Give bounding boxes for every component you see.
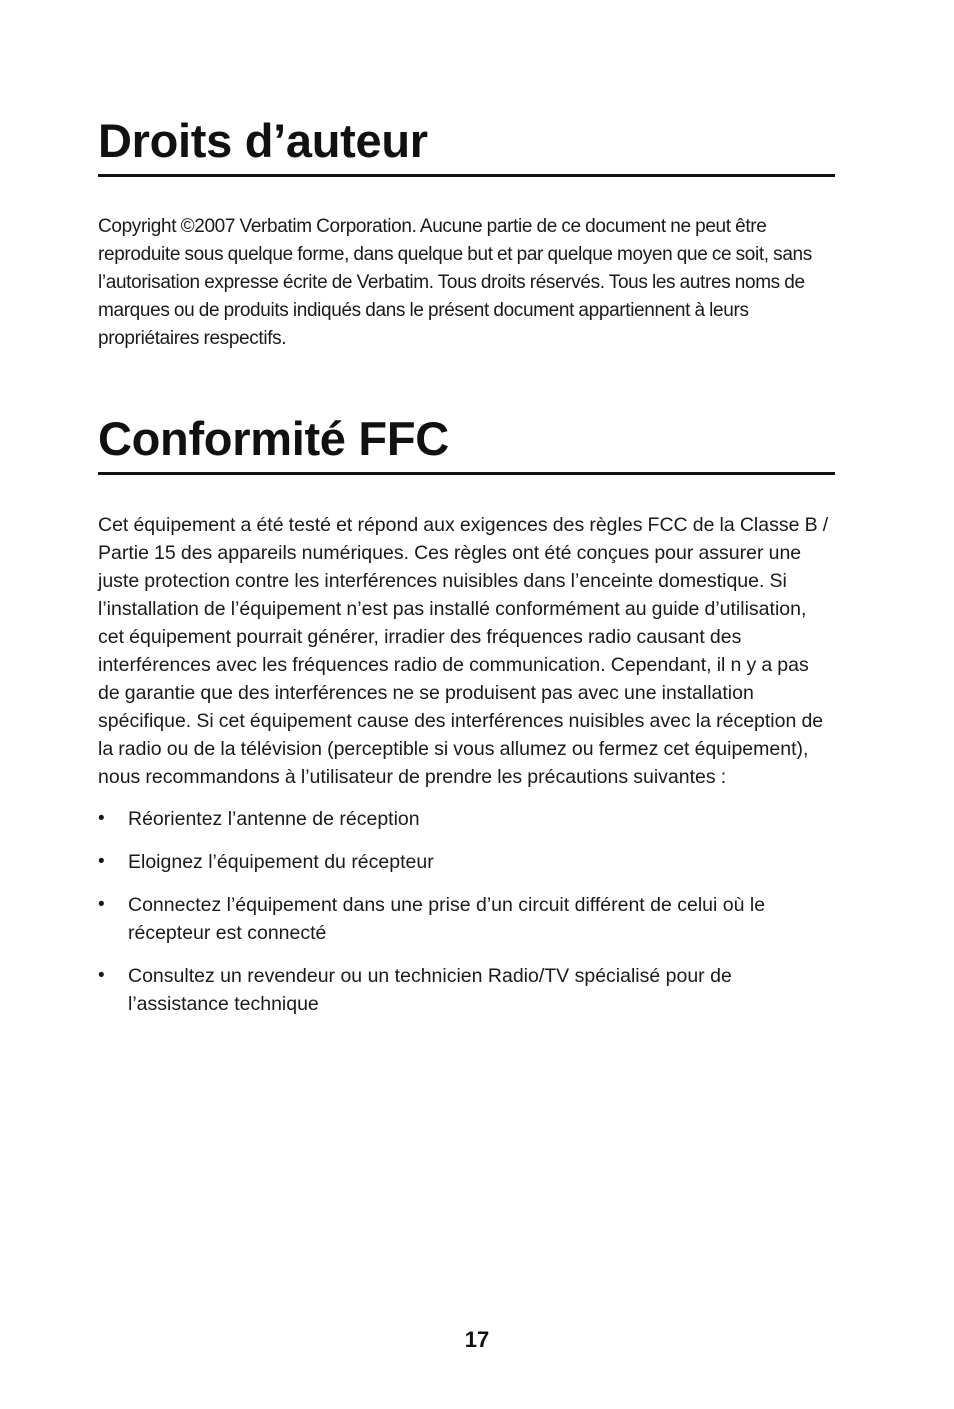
bullet-icon: • bbox=[98, 851, 105, 872]
list-item bbox=[98, 962, 808, 1018]
precautions-list bbox=[98, 805, 835, 1018]
bullet-icon: • bbox=[98, 894, 105, 915]
list-item bbox=[98, 848, 808, 876]
list-item-text: Connectez l’équipement dans une prise d’un circuit différent de celui où le récepteur est connecté bbox=[128, 894, 766, 944]
fcc-heading: Conformité FFC bbox=[98, 412, 449, 465]
copyright-section bbox=[98, 114, 835, 353]
list-item bbox=[98, 805, 808, 833]
heading-rule bbox=[98, 174, 835, 177]
copyright-heading: Droits d’auteur bbox=[98, 114, 428, 167]
bullet-icon: • bbox=[98, 808, 105, 829]
heading-rule bbox=[98, 472, 835, 475]
fcc-section bbox=[98, 412, 835, 1018]
list-item-text: Réorientez l’antenne de réception bbox=[128, 808, 420, 830]
copyright-paragraph: Copyright ©2007 Verbatim Corporation. Aucune partie de ce document ne peut être reproduite sous quelque forme, dans quelque but et par quelque moyen que ce soit, sans l’autorisation expresse écrite de Verbatim. Tous droits réservés. Tous les autres noms de marques ou de produits indiqués dans le présent document appartiennent à leurs propriétaires respectifs. bbox=[98, 216, 812, 349]
fcc-paragraph: Cet équipement a été testé et répond aux exigences des règles FCC de la Classe B / Partie 15 des appareils numériques. Ces règles ont été conçues pour assurer une juste protection contre les interférences nuisibles dans l’enceinte domestique. Si l’installation de l’équipement n’est pas installé conformément au guide d’utilisation, cet équipement pourrait générer, irradier des fréquences radio causant des interférences avec les fréquences radio de communication. Cependant, il n y a pas de garantie que des interférences ne se produisent pas avec une installation spécifique. Si cet équipement cause des interférences nuisibles avec la réception de la radio ou de la télévision (perceptible si vous allumez ou fermez cet équipement), nous recommandons à l’utilisateur de prendre les précautions suivantes : bbox=[98, 514, 829, 788]
list-item-text: Eloignez l’équipement du récepteur bbox=[128, 851, 434, 873]
list-item bbox=[98, 891, 808, 947]
list-item-text: Consultez un revendeur ou un technicien Radio/TV spécialisé pour de l’assistance technique bbox=[128, 965, 732, 1015]
document-page bbox=[98, 0, 835, 1033]
bullet-icon: • bbox=[98, 965, 105, 986]
page-number: 17 bbox=[464, 1327, 490, 1352]
